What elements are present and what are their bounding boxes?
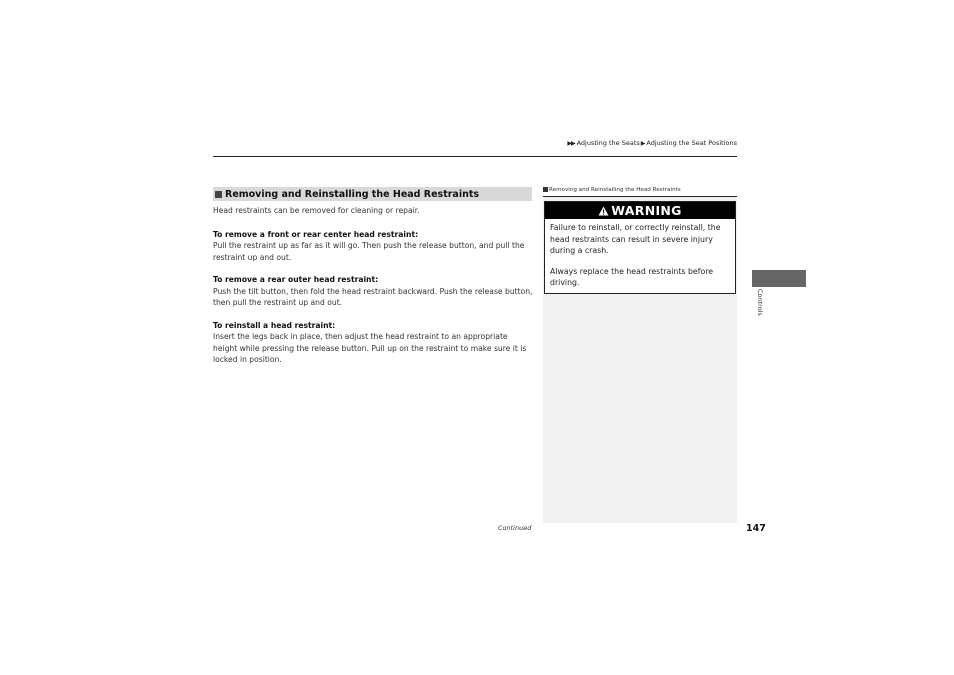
chapter-tab-label: Controls	[756, 289, 764, 316]
breadcrumb-item-seats[interactable]: Adjusting the Seats	[576, 139, 640, 147]
main-content	[213, 205, 533, 377]
header-divider	[213, 156, 737, 157]
warning-box	[544, 201, 736, 294]
instruction-heading: To remove a front or rear center head restraint:	[213, 229, 419, 239]
instruction-body: Pull the restraint up as far as it will go. Then push the release button, and pull the restraint up and out.	[213, 241, 525, 262]
square-bullet-icon	[215, 191, 222, 198]
intro-text: Head restraints can be removed for cleaning or repair.	[213, 206, 420, 215]
double-arrow-icon: ▶▶	[567, 140, 575, 147]
warning-body	[545, 219, 735, 289]
page-number: 147	[746, 523, 766, 534]
continued-label: Continued	[498, 524, 532, 532]
arrow-icon: ▶	[640, 140, 646, 147]
reference-icon	[543, 187, 548, 192]
breadcrumb-item-seat-positions[interactable]: Adjusting the Seat Positions	[646, 139, 737, 147]
instruction-body: Insert the legs back in place, then adjust the head restraint to an appropriate height while pressing the release button. Pull up on the restraint to make sure it is locked in position.	[213, 332, 527, 364]
warning-text: Failure to reinstall, or correctly reinstall, the head restraints can result in severe injury during a crash.	[550, 223, 721, 255]
warning-text: Always replace the head restraints before driving.	[550, 266, 714, 287]
warning-header	[545, 202, 735, 219]
warning-label: WARNING	[611, 203, 682, 218]
sidebar-reference[interactable]	[543, 186, 737, 197]
instruction-block	[213, 229, 533, 264]
instruction-block	[213, 320, 533, 366]
breadcrumb	[567, 139, 737, 147]
instruction-heading: To reinstall a head restraint:	[213, 320, 336, 330]
sidebar-reference-text: Removing and Reinstalling the Head Restraints	[549, 187, 681, 193]
warning-triangle-icon	[598, 206, 609, 216]
instruction-body: Push the tilt button, then fold the head restraint backward. Push the release button, then pull the restraint up and out.	[213, 286, 533, 307]
section-heading	[213, 187, 532, 201]
instruction-heading: To remove a rear outer head restraint:	[213, 275, 379, 284]
chapter-tab[interactable]	[752, 270, 806, 287]
instruction-block	[213, 274, 533, 309]
section-title: Removing and Reinstalling the Head Restraints	[225, 188, 480, 200]
